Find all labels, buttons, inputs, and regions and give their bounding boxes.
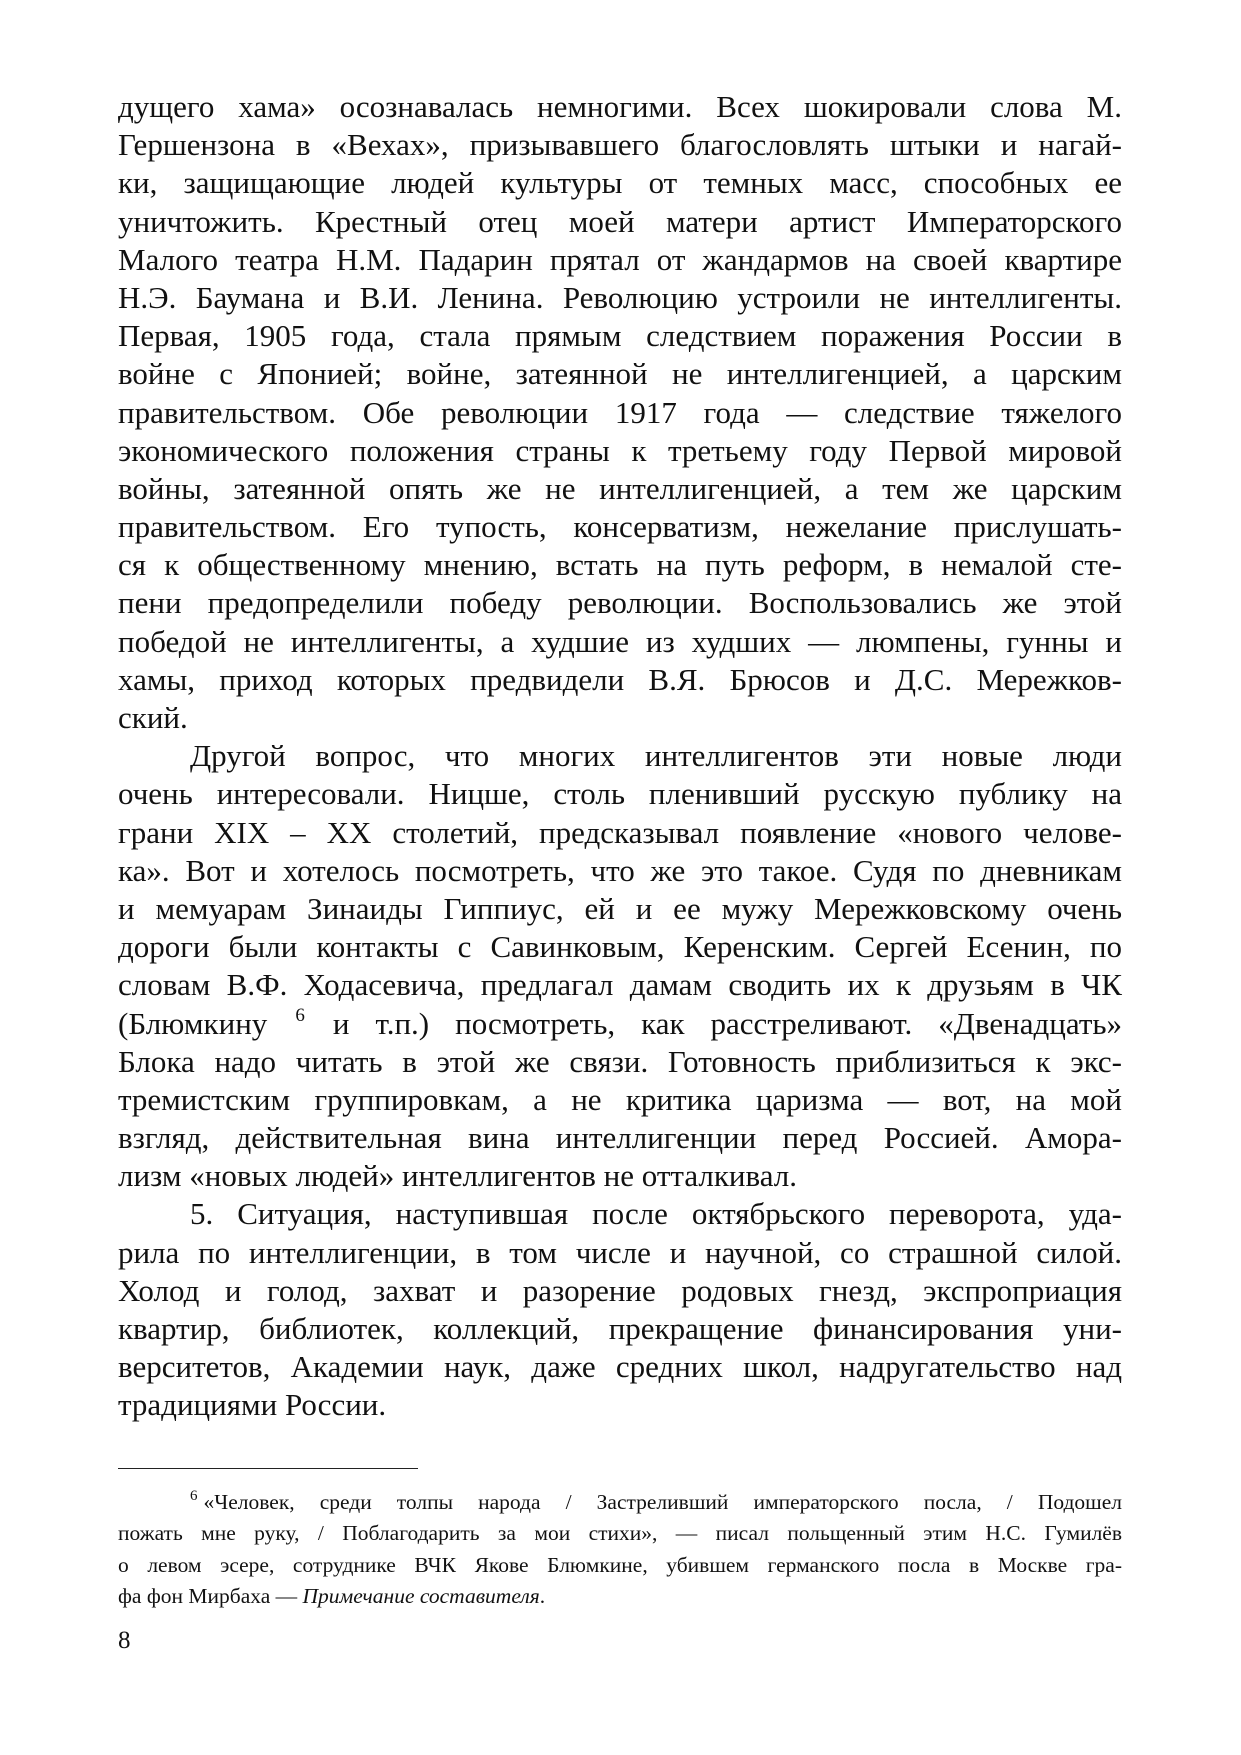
text-line: ский. bbox=[118, 700, 188, 735]
text-line: словам В.Ф. Ходасевича, предлагал дамам сводить их к друзьям в ЧК bbox=[118, 967, 1122, 1003]
footnote-line bbox=[118, 1487, 1122, 1518]
text-line: верситетов, Академии наук, даже средних школ, надругательство над bbox=[118, 1349, 1122, 1385]
text-line: очень интересовали. Ницше, столь пленивший русскую публику на bbox=[118, 776, 1122, 812]
text-line: войне с Японией; войне, затеянной не интеллигенцией, а царским bbox=[118, 356, 1122, 392]
paragraph-start-line: Другой вопрос, что многих интеллигентов эти новые люди bbox=[190, 738, 1122, 774]
text-line: хамы, приход которых предвидели В.Я. Брюсов и Д.С. Мережков- bbox=[118, 661, 1122, 697]
footnote-line bbox=[118, 1581, 1122, 1612]
text-line: лизм «новых людей» интеллигентов не отталкивал. bbox=[118, 1158, 797, 1194]
text-line: традициями России. bbox=[118, 1387, 387, 1423]
text-line: Гершензона в «Вехах», призывавшего благословлять штыки и нагай- bbox=[118, 127, 1122, 163]
text-segment: и т.п.) посмотреть, как расстреливают. «Двенадцать» bbox=[332, 1005, 1123, 1041]
text-line: Блока надо читать в этой же связи. Готовность приблизиться к экс- bbox=[118, 1043, 1122, 1079]
text-line: ки, защищающие людей культуры от темных масс, способных ее bbox=[118, 165, 1122, 201]
footnote-reference[interactable]: 6 bbox=[295, 1004, 305, 1026]
footnote-text: «Человек, среди толпы народа / Застреливший императорского посла, / Подошел bbox=[203, 1490, 1122, 1514]
text-line: дороги были контакты с Савинковым, Керенским. Сергей Есенин, по bbox=[118, 929, 1122, 965]
text-line: пени предопределили победу революции. Воспользовались же этой bbox=[118, 585, 1122, 621]
text-line: уничтожить. Крестный отец моей матери артист Императорского bbox=[118, 203, 1122, 239]
text-line: и мемуарам Зинаиды Гиппиус, ей и ее мужу Мережковскому очень bbox=[118, 890, 1122, 926]
footnote-line: пожать мне руку, / Поблагодарить за мои стихи», — писал польщенный этим Н.С. Гумилёв bbox=[118, 1521, 1122, 1546]
text-line: грани XIX – XX столетий, предсказывал появление «нового челове- bbox=[118, 814, 1122, 850]
text-line: победой не интеллигенты, а худшие из худших — люмпены, гунны и bbox=[118, 623, 1122, 659]
text-line: Малого театра Н.М. Падарин прятал от жандармов на своей квартире bbox=[118, 241, 1122, 277]
footnote-mark: 6 bbox=[190, 1488, 198, 1504]
text-line: дущего хама» осознавалась немногими. Всех шокировали слова М. bbox=[118, 89, 1122, 124]
text-line: правительством. Обе революции 1917 года — следствие тяжелого bbox=[118, 394, 1122, 430]
text-line: рила по интеллигенции, в том числе и научной, со страшной силой. bbox=[118, 1234, 1122, 1270]
text-line-with-footnote-ref bbox=[118, 1005, 1122, 1043]
footnote-text: . bbox=[539, 1583, 546, 1608]
footnote-text: фа фон Мирбаха — bbox=[118, 1583, 303, 1608]
compiler-note: Примечание составителя bbox=[302, 1583, 540, 1608]
footnote-line: о левом эсере, сотруднике ВЧК Якове Блюмкине, убившем германского посла в Москве гра- bbox=[118, 1552, 1122, 1577]
text-segment: (Блюмкину bbox=[118, 1005, 268, 1041]
text-line: Первая, 1905 года, стала прямым следствием поражения России в bbox=[118, 318, 1122, 354]
footnote-divider bbox=[118, 1468, 418, 1469]
text-line: экономического положения страны к третьему году Первой мировой bbox=[118, 432, 1122, 468]
text-line: ка». Вот и хотелось посмотреть, что же это такое. Судя по дневникам bbox=[118, 852, 1122, 888]
paragraph-start-line: 5. Ситуация, наступившая после октябрьского переворота, уда- bbox=[190, 1196, 1122, 1232]
text-line: взгляд, действительная вина интеллигенции перед Россией. Амора- bbox=[118, 1120, 1122, 1156]
text-line: ся к общественному мнению, встать на путь реформ, в немалой сте- bbox=[118, 547, 1122, 583]
text-line: квартир, библиотек, коллекций, прекращение финансирования уни- bbox=[118, 1311, 1122, 1346]
text-line: Н.Э. Баумана и В.И. Ленина. Революцию устроили не интеллигенты. bbox=[118, 279, 1122, 315]
text-line: войны, затеянной опять же не интеллигенцией, а тем же царским bbox=[118, 470, 1122, 506]
main-text bbox=[118, 88, 1122, 1425]
text-line: правительством. Его тупость, консерватизм, нежелание прислушать- bbox=[118, 509, 1122, 545]
text-line: тремистским группировкам, а не критика царизма — вот, на мой bbox=[118, 1081, 1122, 1117]
footnote bbox=[118, 1487, 1122, 1612]
text-line: Холод и голод, захват и разорение родовых гнезд, экспроприация bbox=[118, 1272, 1122, 1308]
page-number: 8 bbox=[118, 1627, 131, 1654]
